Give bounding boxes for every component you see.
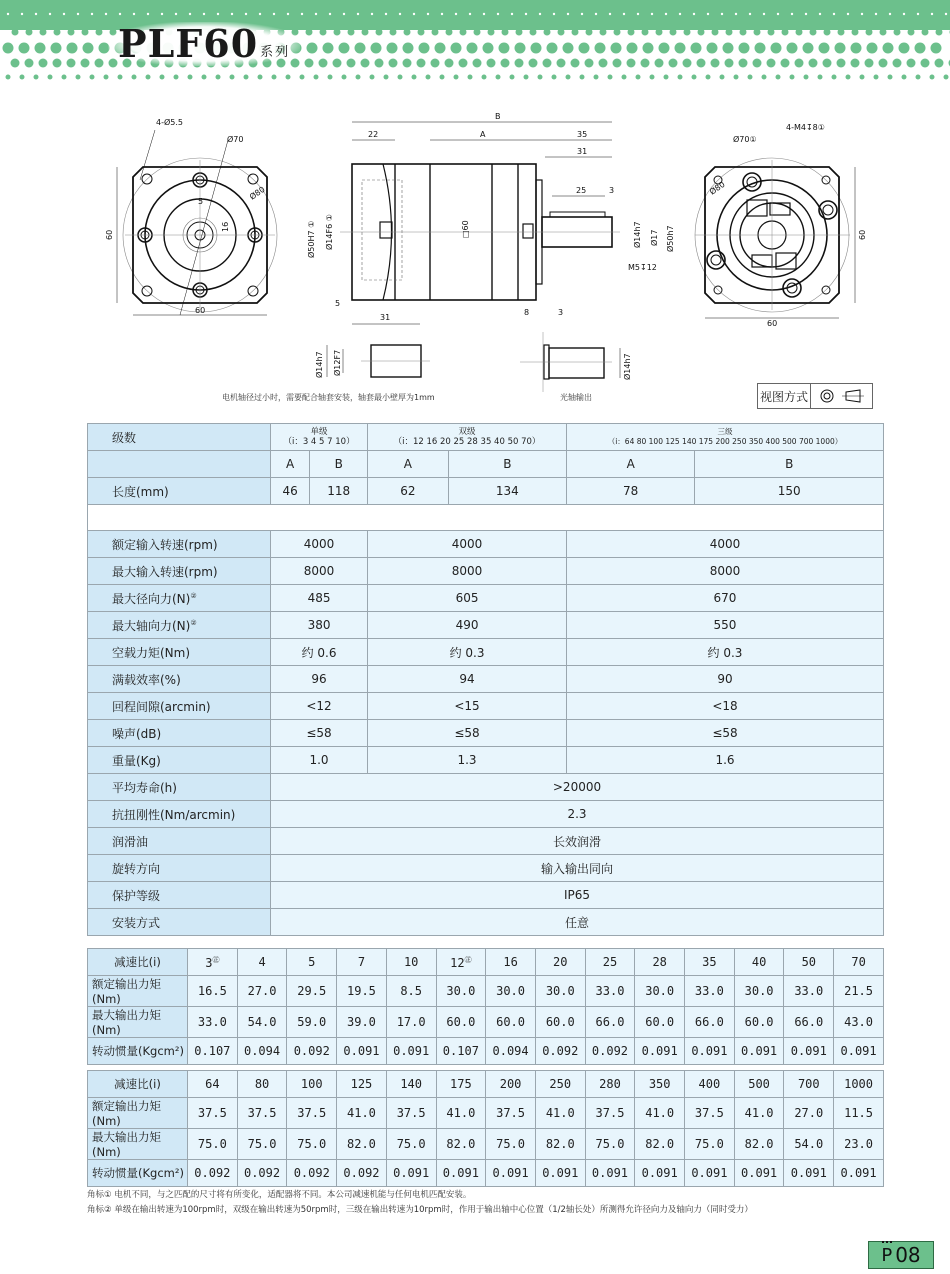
page-header [0, 0, 950, 88]
spec-value: 8000 [368, 558, 567, 585]
ratio-cell: 10 [386, 949, 436, 976]
spec-value: ≤58 [271, 720, 368, 747]
ratio-row-label: 减速比(i) [88, 1071, 188, 1098]
ratio-cell: 33.0 [685, 976, 735, 1007]
ratio-cell: 0.091 [635, 1038, 685, 1065]
ratio-cell: 0.091 [585, 1160, 635, 1187]
spec-value: 1.0 [271, 747, 368, 774]
ratio-cell: 140 [386, 1071, 436, 1098]
spec-value: 4000 [566, 531, 883, 558]
ratio-cell: 100 [287, 1071, 337, 1098]
ratio-cell: 0.107 [436, 1038, 486, 1065]
spec-row-label: 抗扭刚性(Nm/arcmin) [88, 801, 271, 828]
ratio-cell: 17.0 [386, 1007, 436, 1038]
svg-text:Ø17: Ø17 [650, 229, 659, 246]
ratio-row-inertia [88, 1160, 884, 1187]
ratio-cell: 1000 [834, 1071, 884, 1098]
svg-text:Ø70①: Ø70① [733, 135, 757, 144]
spec-row-label: 空载力矩(Nm) [88, 639, 271, 666]
spec-value: 4000 [271, 531, 368, 558]
ratio-cell: 33.0 [188, 1007, 238, 1038]
ratio-cell: 0.092 [535, 1038, 585, 1065]
ratio-cell: 75.0 [188, 1129, 238, 1160]
ratio-cell: 5 [287, 949, 337, 976]
title-block [108, 22, 300, 66]
spec-row [88, 639, 884, 666]
ab-cell: B [310, 451, 368, 478]
spec-value: 输入输出同向 [271, 855, 884, 882]
view-method-box [757, 383, 873, 409]
ab-cell: A [368, 451, 449, 478]
ratio-cell: 41.0 [734, 1098, 784, 1129]
series-suffix: 系列 [260, 45, 291, 60]
svg-text:25: 25 [576, 186, 587, 195]
spec-row-label: 润滑油 [88, 828, 271, 855]
ratio-cell: 37.5 [188, 1098, 238, 1129]
ratio-cell: 40 [734, 949, 784, 976]
stage-single-ratios: （i：3 4 5 7 10） [283, 437, 355, 447]
spec-value: 94 [368, 666, 567, 693]
ratio-row-label: 转动惯量(Kgcm²) [88, 1038, 188, 1065]
svg-text:16: 16 [221, 221, 230, 232]
svg-text:Ø70: Ø70 [227, 135, 244, 144]
svg-text:Ø50h7: Ø50h7 [666, 225, 675, 252]
spec-row [88, 666, 884, 693]
ratio-cell: 7 [337, 949, 387, 976]
ab-cell: A [271, 451, 310, 478]
svg-text:B: B [495, 112, 501, 121]
ratio-cell: 350 [635, 1071, 685, 1098]
rear-view-drawing [695, 123, 867, 328]
spec-value: 8000 [566, 558, 883, 585]
spec-value: 长效润滑 [271, 828, 884, 855]
ratio-cell: 0.091 [386, 1160, 436, 1187]
spec-merged-row [88, 882, 884, 909]
spec-row-label: 最大轴向力(N)② [88, 612, 271, 639]
ratio-cell: 200 [486, 1071, 536, 1098]
ratio-table-2 [87, 1070, 884, 1187]
svg-text:Ø14h7: Ø14h7 [623, 353, 632, 380]
ratio-cell: 23.0 [834, 1129, 884, 1160]
ratio-cell: 0.091 [386, 1038, 436, 1065]
ratio-cell: 59.0 [287, 1007, 337, 1038]
page-number: 08 [895, 1243, 921, 1267]
ratio-row-ratios [88, 949, 884, 976]
ratio-cell: 60.0 [535, 1007, 585, 1038]
spec-value: 670 [566, 585, 883, 612]
ratio-cell: 33.0 [585, 976, 635, 1007]
ratio-row-ratios [88, 1071, 884, 1098]
svg-text:Ø80: Ø80 [707, 179, 727, 197]
ratio-cell: 70 [834, 949, 884, 976]
spec-merged-row [88, 909, 884, 936]
view-method-label: 视图方式 [758, 384, 811, 408]
svg-text:60: 60 [105, 229, 114, 240]
ratio-row-label: 转动惯量(Kgcm²) [88, 1160, 188, 1187]
spec-row-label: 回程间隙(arcmin) [88, 693, 271, 720]
ratio-cell: 66.0 [585, 1007, 635, 1038]
spec-value: 490 [368, 612, 567, 639]
ratio-cell: 0.091 [337, 1038, 387, 1065]
ratio-cell: 75.0 [486, 1129, 536, 1160]
spec-value: 550 [566, 612, 883, 639]
spec-row-label: 满载效率(%) [88, 666, 271, 693]
svg-text:8: 8 [524, 308, 530, 317]
ratio-cell: 125 [337, 1071, 387, 1098]
ratio-row-max [88, 1007, 884, 1038]
footnote-2: 角标② 单级在输出转速为100rpm时，双级在输出转速为50rpm时，三级在输出转速为10rpm时，作用于输出轴中心位置（1/2轴长处）所测得允许径向力及轴向力（同时受力） [87, 1205, 753, 1215]
ratio-cell: 400 [685, 1071, 735, 1098]
ratio-cell: 60.0 [635, 1007, 685, 1038]
ratio-cell: 16.5 [188, 976, 238, 1007]
spec-value: 8000 [271, 558, 368, 585]
spec-merged-row [88, 801, 884, 828]
ratio-cell: 54.0 [784, 1129, 834, 1160]
first-angle-cone-icon [842, 389, 864, 403]
ratio-cell: 50 [784, 949, 834, 976]
spec-row-label: 噪声(dB) [88, 720, 271, 747]
ratio-cell: 66.0 [784, 1007, 834, 1038]
footnote-1: 角标① 电机不同，与之匹配的尺寸将有所变化，适配器将不同。本公司减速机能与任何电机匹配安装。 [87, 1190, 472, 1200]
length-cell: 150 [695, 478, 884, 505]
ratio-cell: 37.5 [386, 1098, 436, 1129]
ratio-cell: 30.0 [535, 976, 585, 1007]
page-number-badge [868, 1241, 934, 1269]
plain-shaft-drawing [520, 332, 632, 392]
ratio-cell: 82.0 [436, 1129, 486, 1160]
spec-row-label: 旋转方向 [88, 855, 271, 882]
ratio-cell: 75.0 [585, 1129, 635, 1160]
svg-text:3: 3 [609, 186, 615, 195]
ratio-cell: 0.091 [784, 1038, 834, 1065]
ratio-cell: 41.0 [436, 1098, 486, 1129]
ratio-row-label: 最大输出力矩(Nm) [88, 1007, 188, 1038]
length-cell: 46 [271, 478, 310, 505]
ratio-cell: 11.5 [834, 1098, 884, 1129]
ratio-row-label: 最大输出力矩(Nm) [88, 1129, 188, 1160]
ratio-cell: 0.091 [535, 1160, 585, 1187]
ratio-row-rated [88, 1098, 884, 1129]
spec-row [88, 612, 884, 639]
ratio-cell: 60.0 [436, 1007, 486, 1038]
svg-text:22: 22 [368, 130, 379, 139]
spec-value: <15 [368, 693, 567, 720]
spec-value: 605 [368, 585, 567, 612]
ratio-cell: 0.094 [486, 1038, 536, 1065]
svg-text:31: 31 [577, 147, 588, 156]
ratio-row-label: 额定输出力矩(Nm) [88, 976, 188, 1007]
spec-value: ≤58 [566, 720, 883, 747]
ratio-cell: 20 [535, 949, 585, 976]
ratio-cell: 66.0 [685, 1007, 735, 1038]
spec-row-label: 额定输入转速(rpm) [88, 531, 271, 558]
svg-text:A: A [480, 130, 486, 139]
ratio-cell: 0.091 [734, 1160, 784, 1187]
ratio-cell: 35 [685, 949, 735, 976]
stage-single: 单级 [310, 427, 328, 437]
plain-shaft-caption: 光轴输出 [560, 393, 592, 402]
spec-value: 380 [271, 612, 368, 639]
spec-value: 约 0.3 [566, 639, 883, 666]
ratio-cell: 37.5 [287, 1098, 337, 1129]
ratio-table-1 [87, 948, 884, 1065]
bushing-caption: 电机轴径过小时，需要配合轴套安装，轴套最小壁厚为1mm [222, 393, 435, 402]
svg-text:Ø14h7: Ø14h7 [315, 351, 324, 378]
spec-row [88, 585, 884, 612]
svg-text:5: 5 [335, 299, 341, 308]
ratio-cell: 500 [734, 1071, 784, 1098]
length-cell: 62 [368, 478, 449, 505]
ratio-cell: 250 [535, 1071, 585, 1098]
ratio-cell: 700 [784, 1071, 834, 1098]
ab-cell: B [448, 451, 566, 478]
spec-row [88, 693, 884, 720]
ratio-cell: 33.0 [784, 976, 834, 1007]
ratio-cell: 16 [486, 949, 536, 976]
spec-table [87, 423, 884, 936]
spec-merged-row [88, 828, 884, 855]
spec-row [88, 720, 884, 747]
note-mark-icon: ㊣ [464, 955, 472, 964]
ratio-cell: 75.0 [237, 1129, 287, 1160]
ratio-cell: 12㊣ [436, 949, 486, 976]
ratio-cell: 0.091 [635, 1160, 685, 1187]
ratio-cell: 0.091 [734, 1038, 784, 1065]
spec-value: >20000 [271, 774, 884, 801]
svg-text:M5↧12: M5↧12 [628, 263, 657, 272]
ratio-cell: 75.0 [685, 1129, 735, 1160]
ab-cell: A [566, 451, 694, 478]
spec-value: <18 [566, 693, 883, 720]
spec-value: 约 0.6 [271, 639, 368, 666]
ratio-cell: 29.5 [287, 976, 337, 1007]
svg-text:60: 60 [195, 306, 206, 315]
ratio-row-inertia [88, 1038, 884, 1065]
ratio-cell: 37.5 [685, 1098, 735, 1129]
svg-text:31: 31 [380, 313, 391, 322]
ratio-cell: 21.5 [834, 976, 884, 1007]
ratio-cell: 0.092 [287, 1160, 337, 1187]
ratio-cell: 0.091 [685, 1160, 735, 1187]
ratio-cell: 60.0 [486, 1007, 536, 1038]
svg-text:3: 3 [558, 308, 564, 317]
svg-text:Ø14F6 ①: Ø14F6 ① [325, 214, 334, 250]
ratio-cell: 0.091 [784, 1160, 834, 1187]
spec-row-label: 最大输入转速(rpm) [88, 558, 271, 585]
ratio-cell: 80 [237, 1071, 287, 1098]
stage-double: 双级 [458, 427, 476, 437]
spec-row-label: 最大径向力(N)② [88, 585, 271, 612]
spec-value: 约 0.3 [368, 639, 567, 666]
spec-row-label: 平均寿命(h) [88, 774, 271, 801]
note-mark-icon: ㊣ [212, 955, 220, 964]
ratio-cell: 30.0 [734, 976, 784, 1007]
side-view-drawing [306, 112, 675, 324]
svg-text:60: 60 [858, 229, 867, 240]
ratio-cell: 19.5 [337, 976, 387, 1007]
ratio-cell: 30.0 [436, 976, 486, 1007]
length-cell: 78 [566, 478, 694, 505]
ratio-cell: 0.107 [188, 1038, 238, 1065]
spec-row-label: 保护等级 [88, 882, 271, 909]
svg-text:Ø14h7: Ø14h7 [633, 221, 642, 248]
ratio-cell: 175 [436, 1071, 486, 1098]
first-angle-circle-icon [820, 389, 834, 403]
ratio-cell: 27.0 [784, 1098, 834, 1129]
spec-row-label: 安装方式 [88, 909, 271, 936]
ratio-cell: 8.5 [386, 976, 436, 1007]
svg-text:35: 35 [577, 130, 588, 139]
ratio-cell: 75.0 [386, 1129, 436, 1160]
ratio-cell: 39.0 [337, 1007, 387, 1038]
ratio-cell: 0.092 [237, 1160, 287, 1187]
svg-text:4-Ø5.5: 4-Ø5.5 [156, 118, 183, 127]
stage-triple-ratios: （i：64 80 100 125 140 175 200 250 350 400 500 700 1000） [607, 437, 843, 446]
spacer-row [88, 505, 884, 531]
svg-text:Ø80: Ø80 [247, 184, 267, 202]
ratio-cell: 82.0 [734, 1129, 784, 1160]
spec-merged-row [88, 855, 884, 882]
spec-value: ≤58 [368, 720, 567, 747]
ratio-cell: 41.0 [337, 1098, 387, 1129]
spec-value: 1.6 [566, 747, 883, 774]
ratio-cell: 0.092 [287, 1038, 337, 1065]
ratio-cell: 27.0 [237, 976, 287, 1007]
length-cell: 134 [448, 478, 566, 505]
ratio-cell: 43.0 [834, 1007, 884, 1038]
spec-row [88, 747, 884, 774]
spec-row [88, 558, 884, 585]
ratio-cell: 54.0 [237, 1007, 287, 1038]
ratio-cell: 0.092 [188, 1160, 238, 1187]
svg-text:4-M4↧8①: 4-M4↧8① [786, 123, 825, 132]
ratio-cell: 82.0 [535, 1129, 585, 1160]
svg-text:Ø50H7 ①: Ø50H7 ① [307, 220, 316, 258]
ratio-cell: 0.091 [834, 1160, 884, 1187]
ratio-cell: 82.0 [337, 1129, 387, 1160]
ratio-cell: 0.091 [834, 1038, 884, 1065]
ratio-cell: 75.0 [287, 1129, 337, 1160]
footnotes [87, 1188, 753, 1218]
technical-drawings [0, 100, 950, 410]
ratio-cell: 4 [237, 949, 287, 976]
series-title: PLF60 [118, 21, 259, 66]
spec-value: 任意 [271, 909, 884, 936]
ratio-cell: 0.092 [585, 1038, 635, 1065]
ratio-row-label: 额定输出力矩(Nm) [88, 1098, 188, 1129]
ab-cell: B [695, 451, 884, 478]
ratio-cell: 64 [188, 1071, 238, 1098]
ratio-cell: 0.091 [685, 1038, 735, 1065]
svg-text:Ø12F7: Ø12F7 [333, 349, 342, 376]
stage-header-label: 级数 [88, 424, 271, 451]
ratio-cell: 30.0 [635, 976, 685, 1007]
ratio-cell: 25 [585, 949, 635, 976]
ratio-row-rated [88, 976, 884, 1007]
svg-text:5: 5 [198, 197, 204, 206]
ratio-cell: 0.092 [337, 1160, 387, 1187]
ratio-cell: 41.0 [635, 1098, 685, 1129]
ab-header-blank [88, 451, 271, 478]
spec-value: 485 [271, 585, 368, 612]
ratio-cell: 280 [585, 1071, 635, 1098]
length-cell: 118 [310, 478, 368, 505]
svg-text:60: 60 [767, 319, 778, 328]
ratio-cell: 3㊣ [188, 949, 238, 976]
ratio-cell: 0.091 [486, 1160, 536, 1187]
ratio-cell: 0.094 [237, 1038, 287, 1065]
bushing-drawing [314, 345, 430, 378]
spec-value: 90 [566, 666, 883, 693]
ratio-cell: 41.0 [535, 1098, 585, 1129]
spec-value: 4000 [368, 531, 567, 558]
ratio-cell: 37.5 [585, 1098, 635, 1129]
spec-value: <12 [271, 693, 368, 720]
ratio-cell: 82.0 [635, 1129, 685, 1160]
ratio-cell: 0.091 [436, 1160, 486, 1187]
page-prefix: P [881, 1244, 893, 1266]
spec-value: 2.3 [271, 801, 884, 828]
stage-triple: 三级 [717, 427, 733, 436]
spec-merged-row [88, 774, 884, 801]
ratio-cell: 28 [635, 949, 685, 976]
ratio-cell: 37.5 [237, 1098, 287, 1129]
footnote-mark: ② [190, 618, 197, 627]
length-label: 长度(mm) [88, 478, 271, 505]
svg-text:□60: □60 [461, 220, 470, 238]
ratio-cell: 30.0 [486, 976, 536, 1007]
spec-value: 1.3 [368, 747, 567, 774]
spec-value: 96 [271, 666, 368, 693]
ratio-cell: 60.0 [734, 1007, 784, 1038]
spec-value: IP65 [271, 882, 884, 909]
spec-row [88, 531, 884, 558]
footnote-mark: ② [190, 591, 197, 600]
ratio-row-max [88, 1129, 884, 1160]
spec-row-label: 重量(Kg) [88, 747, 271, 774]
ratio-row-label: 减速比(i) [88, 949, 188, 976]
front-view-drawing [105, 117, 277, 315]
ratio-cell: 37.5 [486, 1098, 536, 1129]
stage-double-ratios: （i：12 16 20 25 28 35 40 50 70） [393, 437, 541, 447]
